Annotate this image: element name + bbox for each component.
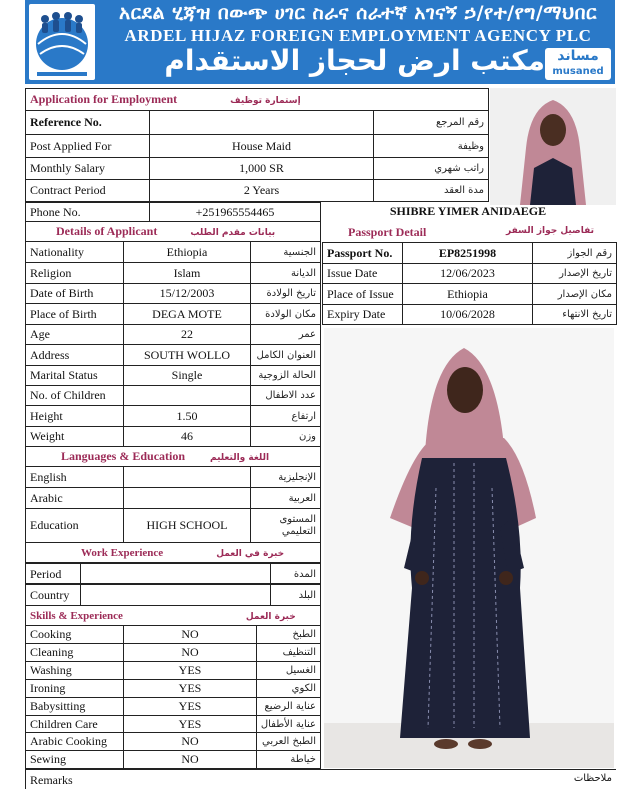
place-of-issue-value: Ethiopia	[403, 284, 533, 305]
washing-value: YES	[124, 662, 257, 680]
washing-label: Washing	[26, 662, 124, 680]
applicant-full-body-image	[324, 328, 614, 768]
cooking-label: Cooking	[26, 626, 124, 644]
application-title-row	[26, 89, 489, 111]
musaned-logo	[545, 48, 611, 80]
table-row	[26, 716, 321, 733]
expiry-date-label: Expiry Date	[323, 305, 403, 325]
phone-table	[25, 202, 321, 222]
marital-value: Single	[124, 366, 251, 386]
table-row	[26, 585, 321, 606]
age-value: 22	[124, 325, 251, 345]
passport-table	[322, 242, 617, 325]
table-row	[26, 662, 321, 680]
address-label: Address	[26, 345, 124, 366]
weight-label-arabic: وزن	[251, 427, 321, 447]
pob-label: Place of Birth	[26, 304, 124, 325]
nationality-value: Ethiopia	[124, 242, 251, 263]
application-title-arabic: إستمارة توظيف	[230, 96, 301, 106]
applicant-portrait-image	[490, 88, 616, 205]
pob-label-arabic: مكان الولادة	[251, 304, 321, 325]
table-row	[26, 345, 321, 366]
remarks-label: Remarks	[30, 773, 73, 787]
table-row	[26, 751, 321, 769]
address-value: SOUTH WOLLO	[124, 345, 251, 366]
country-label-arabic: البلد	[271, 585, 321, 606]
table-row	[323, 284, 617, 305]
age-label: Age	[26, 325, 124, 345]
musaned-logo-arabic: مساند	[557, 48, 599, 64]
table-row	[26, 263, 321, 284]
table-row	[26, 135, 489, 158]
details-title: Details of Applicant	[56, 224, 158, 238]
agency-header	[25, 0, 615, 84]
religion-label-arabic: الديانة	[251, 263, 321, 284]
weight-label: Weight	[26, 427, 124, 447]
table-row	[26, 564, 321, 585]
period-value	[81, 564, 271, 585]
period-label: Period	[26, 564, 81, 585]
babysitting-value: YES	[124, 698, 257, 716]
arabic-value	[124, 488, 251, 509]
arabic-label-arabic: العربية	[251, 488, 321, 509]
country-label: Country	[26, 585, 81, 606]
work-title: Work Experience	[81, 547, 164, 559]
ironing-label-arabic: الكوي	[257, 680, 321, 698]
passport-title-row	[320, 223, 616, 242]
table-row	[26, 284, 321, 304]
cooking-value: NO	[124, 626, 257, 644]
languages-title: Languages & Education	[61, 449, 186, 463]
arabic-cooking-value: NO	[124, 733, 257, 751]
table-row	[26, 158, 489, 180]
table-row	[26, 304, 321, 325]
marital-label-arabic: الحالة الزوجية	[251, 366, 321, 386]
height-value: 1.50	[124, 406, 251, 427]
nationality-label: Nationality	[26, 242, 124, 263]
arabic-cooking-label-arabic: الطبخ العربي	[257, 733, 321, 751]
arabic-label: Arabic	[26, 488, 124, 509]
cleaning-label-arabic: التنظيف	[257, 644, 321, 662]
washing-label-arabic: الغسيل	[257, 662, 321, 680]
remarks-row	[25, 769, 616, 789]
table-row	[323, 243, 617, 264]
passport-no-label-arabic: رقم الجواز	[533, 243, 617, 264]
agency-name-english: ARDEL HIJAZ FOREIGN EMPLOYMENT AGENCY PLC	[124, 26, 592, 45]
details-title-arabic: بيانات مقدم الطلب	[190, 228, 276, 238]
education-value: HIGH SCHOOL	[124, 509, 251, 543]
skills-title: Skills & Experience	[30, 610, 123, 622]
contract-label: Contract Period	[26, 180, 150, 202]
table-row	[26, 626, 321, 644]
agency-name-arabic: مكتب ارض لحجاز الاستقدام	[164, 44, 545, 77]
address-label-arabic: العنوان الكامل	[251, 345, 321, 366]
children-label-arabic: عدد الاطفال	[251, 386, 321, 406]
issue-date-label-arabic: تاريخ الإصدار	[533, 264, 617, 284]
ironing-value: YES	[124, 680, 257, 698]
height-label-arabic: ارتفاع	[251, 406, 321, 427]
remarks-label-arabic: ملاحظات	[573, 773, 612, 784]
reference-label: Reference No.	[26, 111, 150, 135]
dob-label: Date of Birth	[26, 284, 124, 304]
place-of-issue-label: Place of Issue	[323, 284, 403, 305]
application-table	[25, 88, 489, 202]
contract-label-arabic: مدة العقد	[374, 180, 489, 202]
table-row	[26, 644, 321, 662]
babysitting-label: Babysitting	[26, 698, 124, 716]
languages-title-row	[26, 447, 321, 467]
reference-value	[150, 111, 374, 135]
application-title: Application for Employment	[30, 92, 178, 106]
english-label-arabic: الإنجليزية	[251, 467, 321, 488]
post-value: House Maid	[150, 135, 374, 158]
education-label-arabic: المستوى التعليمي	[251, 509, 321, 543]
work-table	[25, 563, 321, 626]
applicant-photo-full	[324, 328, 614, 768]
post-label: Post Applied For	[26, 135, 150, 158]
table-row	[26, 509, 321, 543]
skills-title-row	[26, 606, 321, 626]
table-row	[26, 366, 321, 386]
education-label: Education	[26, 509, 124, 543]
english-value	[124, 467, 251, 488]
religion-label: Religion	[26, 263, 124, 284]
details-table	[25, 221, 321, 584]
place-of-issue-label-arabic: مكان الإصدار	[533, 284, 617, 305]
table-row	[26, 680, 321, 698]
applicant-photo-small	[490, 88, 616, 205]
period-label-arabic: المدة	[271, 564, 321, 585]
nationality-label-arabic: الجنسية	[251, 242, 321, 263]
babysitting-label-arabic: عناية الرضيع	[257, 698, 321, 716]
pob-value: DEGA MOTE	[124, 304, 251, 325]
expiry-date-label-arabic: تاريخ الانتهاء	[533, 305, 617, 325]
table-row	[323, 264, 617, 284]
religion-value: Islam	[124, 263, 251, 284]
sewing-label-arabic: خياطة	[257, 751, 321, 769]
reference-label-arabic: رقم المرجع	[374, 111, 489, 135]
children-label: No. of Children	[26, 386, 124, 406]
table-row	[26, 467, 321, 488]
passport-title-arabic: تفاصيل جواز السفر	[505, 226, 594, 236]
issue-date-value: 12/06/2023	[403, 264, 533, 284]
applicant-name: SHIBRE YIMER ANIDAEGE	[389, 204, 547, 218]
childcare-value: YES	[124, 716, 257, 733]
post-label-arabic: وظيفة	[374, 135, 489, 158]
salary-value: 1,000 SR	[150, 158, 374, 180]
children-value	[124, 386, 251, 406]
sewing-label: Sewing	[26, 751, 124, 769]
cleaning-value: NO	[124, 644, 257, 662]
contract-value: 2 Years	[150, 180, 374, 202]
table-row	[26, 733, 321, 751]
agency-name-amharic: አርደል ሂጃዝ በውጭ ሀገር ስራና ሰራተኛ አገናኝ ኃ/የተ/የግ/ማህበር	[118, 2, 597, 24]
salary-label-arabic: راتب شهري	[374, 158, 489, 180]
dob-label-arabic: تاريخ الولادة	[251, 284, 321, 304]
weight-value: 46	[124, 427, 251, 447]
salary-label: Monthly Salary	[26, 158, 150, 180]
cleaning-label: Cleaning	[26, 644, 124, 662]
skills-table	[25, 625, 321, 769]
childcare-label: Children Care	[26, 716, 124, 733]
table-row	[26, 386, 321, 406]
table-row	[26, 180, 489, 202]
childcare-label-arabic: عناية الأطفال	[257, 716, 321, 733]
people-globe-icon	[29, 4, 95, 80]
table-row	[323, 305, 617, 325]
sewing-value: NO	[124, 751, 257, 769]
table-row	[26, 406, 321, 427]
marital-label: Marital Status	[26, 366, 124, 386]
table-row	[26, 488, 321, 509]
table-row	[26, 325, 321, 345]
passport-title: Passport Detail	[348, 225, 427, 239]
passport-no-value: EP8251998	[403, 243, 533, 264]
details-title-row	[26, 222, 321, 242]
table-row	[26, 427, 321, 447]
table-row	[26, 242, 321, 263]
country-value	[81, 585, 271, 606]
expiry-date-value: 10/06/2028	[403, 305, 533, 325]
passport-no-label: Passport No.	[323, 243, 403, 264]
arabic-cooking-label: Arabic Cooking	[26, 733, 124, 751]
height-label: Height	[26, 406, 124, 427]
issue-date-label: Issue Date	[323, 264, 403, 284]
english-label: English	[26, 467, 124, 488]
work-title-row	[26, 543, 321, 563]
skills-title-arabic: خبرة العمل	[245, 612, 296, 622]
table-row	[26, 203, 321, 222]
agency-logo	[29, 4, 95, 80]
musaned-logo-english: musaned	[552, 66, 604, 77]
dob-value: 15/12/2003	[124, 284, 251, 304]
phone-label: Phone No.	[26, 203, 150, 222]
work-title-arabic: خبرة في العمل	[216, 549, 285, 559]
table-row	[26, 698, 321, 716]
table-row	[26, 111, 489, 135]
cooking-label-arabic: الطبخ	[257, 626, 321, 644]
phone-value: +251965554465	[150, 203, 321, 222]
ironing-label: Ironing	[26, 680, 124, 698]
languages-title-arabic: اللغة والتعليم	[210, 453, 270, 463]
age-label-arabic: عمر	[251, 325, 321, 345]
